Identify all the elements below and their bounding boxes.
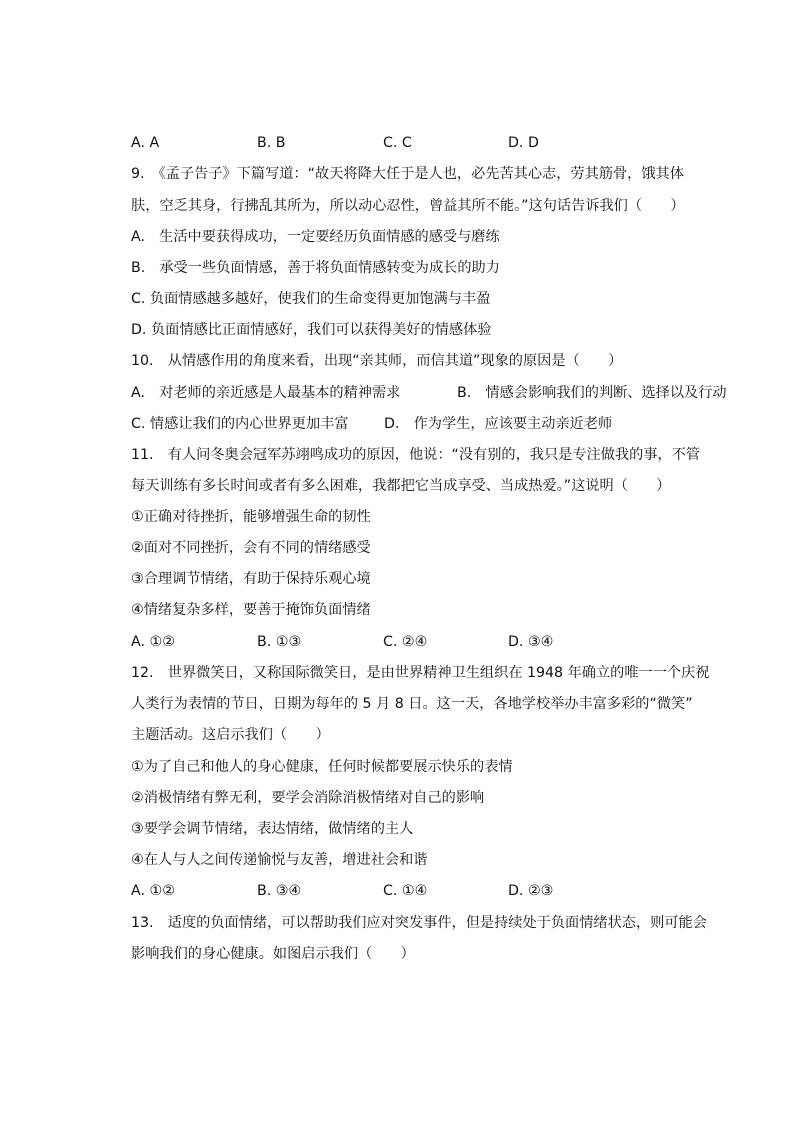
q11-option-b: B. ①③ [257,634,302,650]
q9-option-a: A. 生活中要获得成功，一定要经历负面情感的感受与磨练 [131,229,500,245]
q9-stem-line2: 肤，空乏其身，行拂乱其所为，所以动心忍性，曾益其所不能。”这句话告诉我们（ ） [131,198,685,214]
q10-option-c: C. 情感让我们的内心世界更加丰富 [131,416,349,432]
q11-statement-3: ③合理调节情绪，有助于保持乐观心境 [131,571,371,587]
q12-option-b: B. ③④ [257,883,302,899]
q9-stem-line1: 9. 《孟子告子》下篇写道：“故天将降大任于是人也，必先苦其心志，劳其筋骨，饿其体 [131,166,684,182]
q12-stem-line1: 12. 世界微笑日，又称国际微笑日，是由世界精神卫生组织在 1948 年确立的唯一一个庆祝 [131,665,710,681]
q11-stem-line2: 每天训练有多长时间或者有多么困难，我都把它当成享受、当成热爱。”这说明（ ） [131,478,671,494]
option-d: D. D [508,135,539,151]
q12-option-c: C. ①④ [383,883,428,899]
q10-stem: 10. 从情感作用的角度来看，出现“亲其师，而信其道”现象的原因是（ ） [131,353,623,369]
q10-option-d: D. 作为学生，应该要主动亲近老师 [384,416,613,432]
option-b: B. B [257,135,286,151]
q10-option-a: A. 对老师的亲近感是人最基本的精神需求 [131,385,401,401]
q10-option-b: B. 情感会影响我们的判断、选择以及行动 [457,385,727,401]
q13-stem-line2: 影响我们的身心健康。如图启示我们（ ） [131,946,415,962]
q12-statement-4: ④在人与人之间传递愉悦与友善，增进社会和谐 [131,852,428,868]
q12-statement-3: ③要学会调节情绪，表达情绪，做情绪的主人 [131,821,414,837]
q12-statement-2: ②消极情绪有弊无利，要学会消除消极情绪对自己的影响 [131,790,485,806]
q9-option-d: D. 负面情感比正面情感好，我们可以获得美好的情感体验 [131,322,492,338]
q13-stem-line1: 13. 适度的负面情绪，可以帮助我们应对突发事件，但是持续处于负面情绪状态，则可能会 [131,915,707,931]
q9-option-b: B. 承受一些负面情感，善于将负面情感转变为成长的助力 [131,260,500,276]
q9-option-c: C. 负面情感越多越好，使我们的生命变得更加饱满与丰盈 [131,291,491,307]
q12-stem-line3: 主题活动。这启示我们（ ） [131,727,330,743]
option-c: C. C [383,135,412,151]
q11-option-d: D. ③④ [508,634,554,650]
q11-statement-4: ④情绪复杂多样，要善于掩饰负面情绪 [131,602,371,618]
option-a: A. A [131,135,160,151]
q11-statement-2: ②面对不同挫折，会有不同的情绪感受 [131,540,371,556]
q11-option-a: A. ①② [131,634,175,650]
q12-stem-line2: 人类行为表情的节日，日期为每年的 5 月 8 日。这一天，各地学校举办丰富多彩的“微笑” [131,696,693,712]
q11-statement-1: ①正确对待挫折，能够增强生命的韧性 [131,509,371,525]
q12-option-d: D. ②③ [508,883,554,899]
q11-stem-line1: 11. 有人问冬奥会冠军苏翊鸣成功的原因，他说：“没有别的，我只是专注做我的事，不管 [131,447,701,463]
q12-option-a: A. ①② [131,883,175,899]
q12-statement-1: ①为了自己和他人的身心健康，任何时候都要展示快乐的表情 [131,759,513,775]
q11-option-c: C. ②④ [383,634,428,650]
